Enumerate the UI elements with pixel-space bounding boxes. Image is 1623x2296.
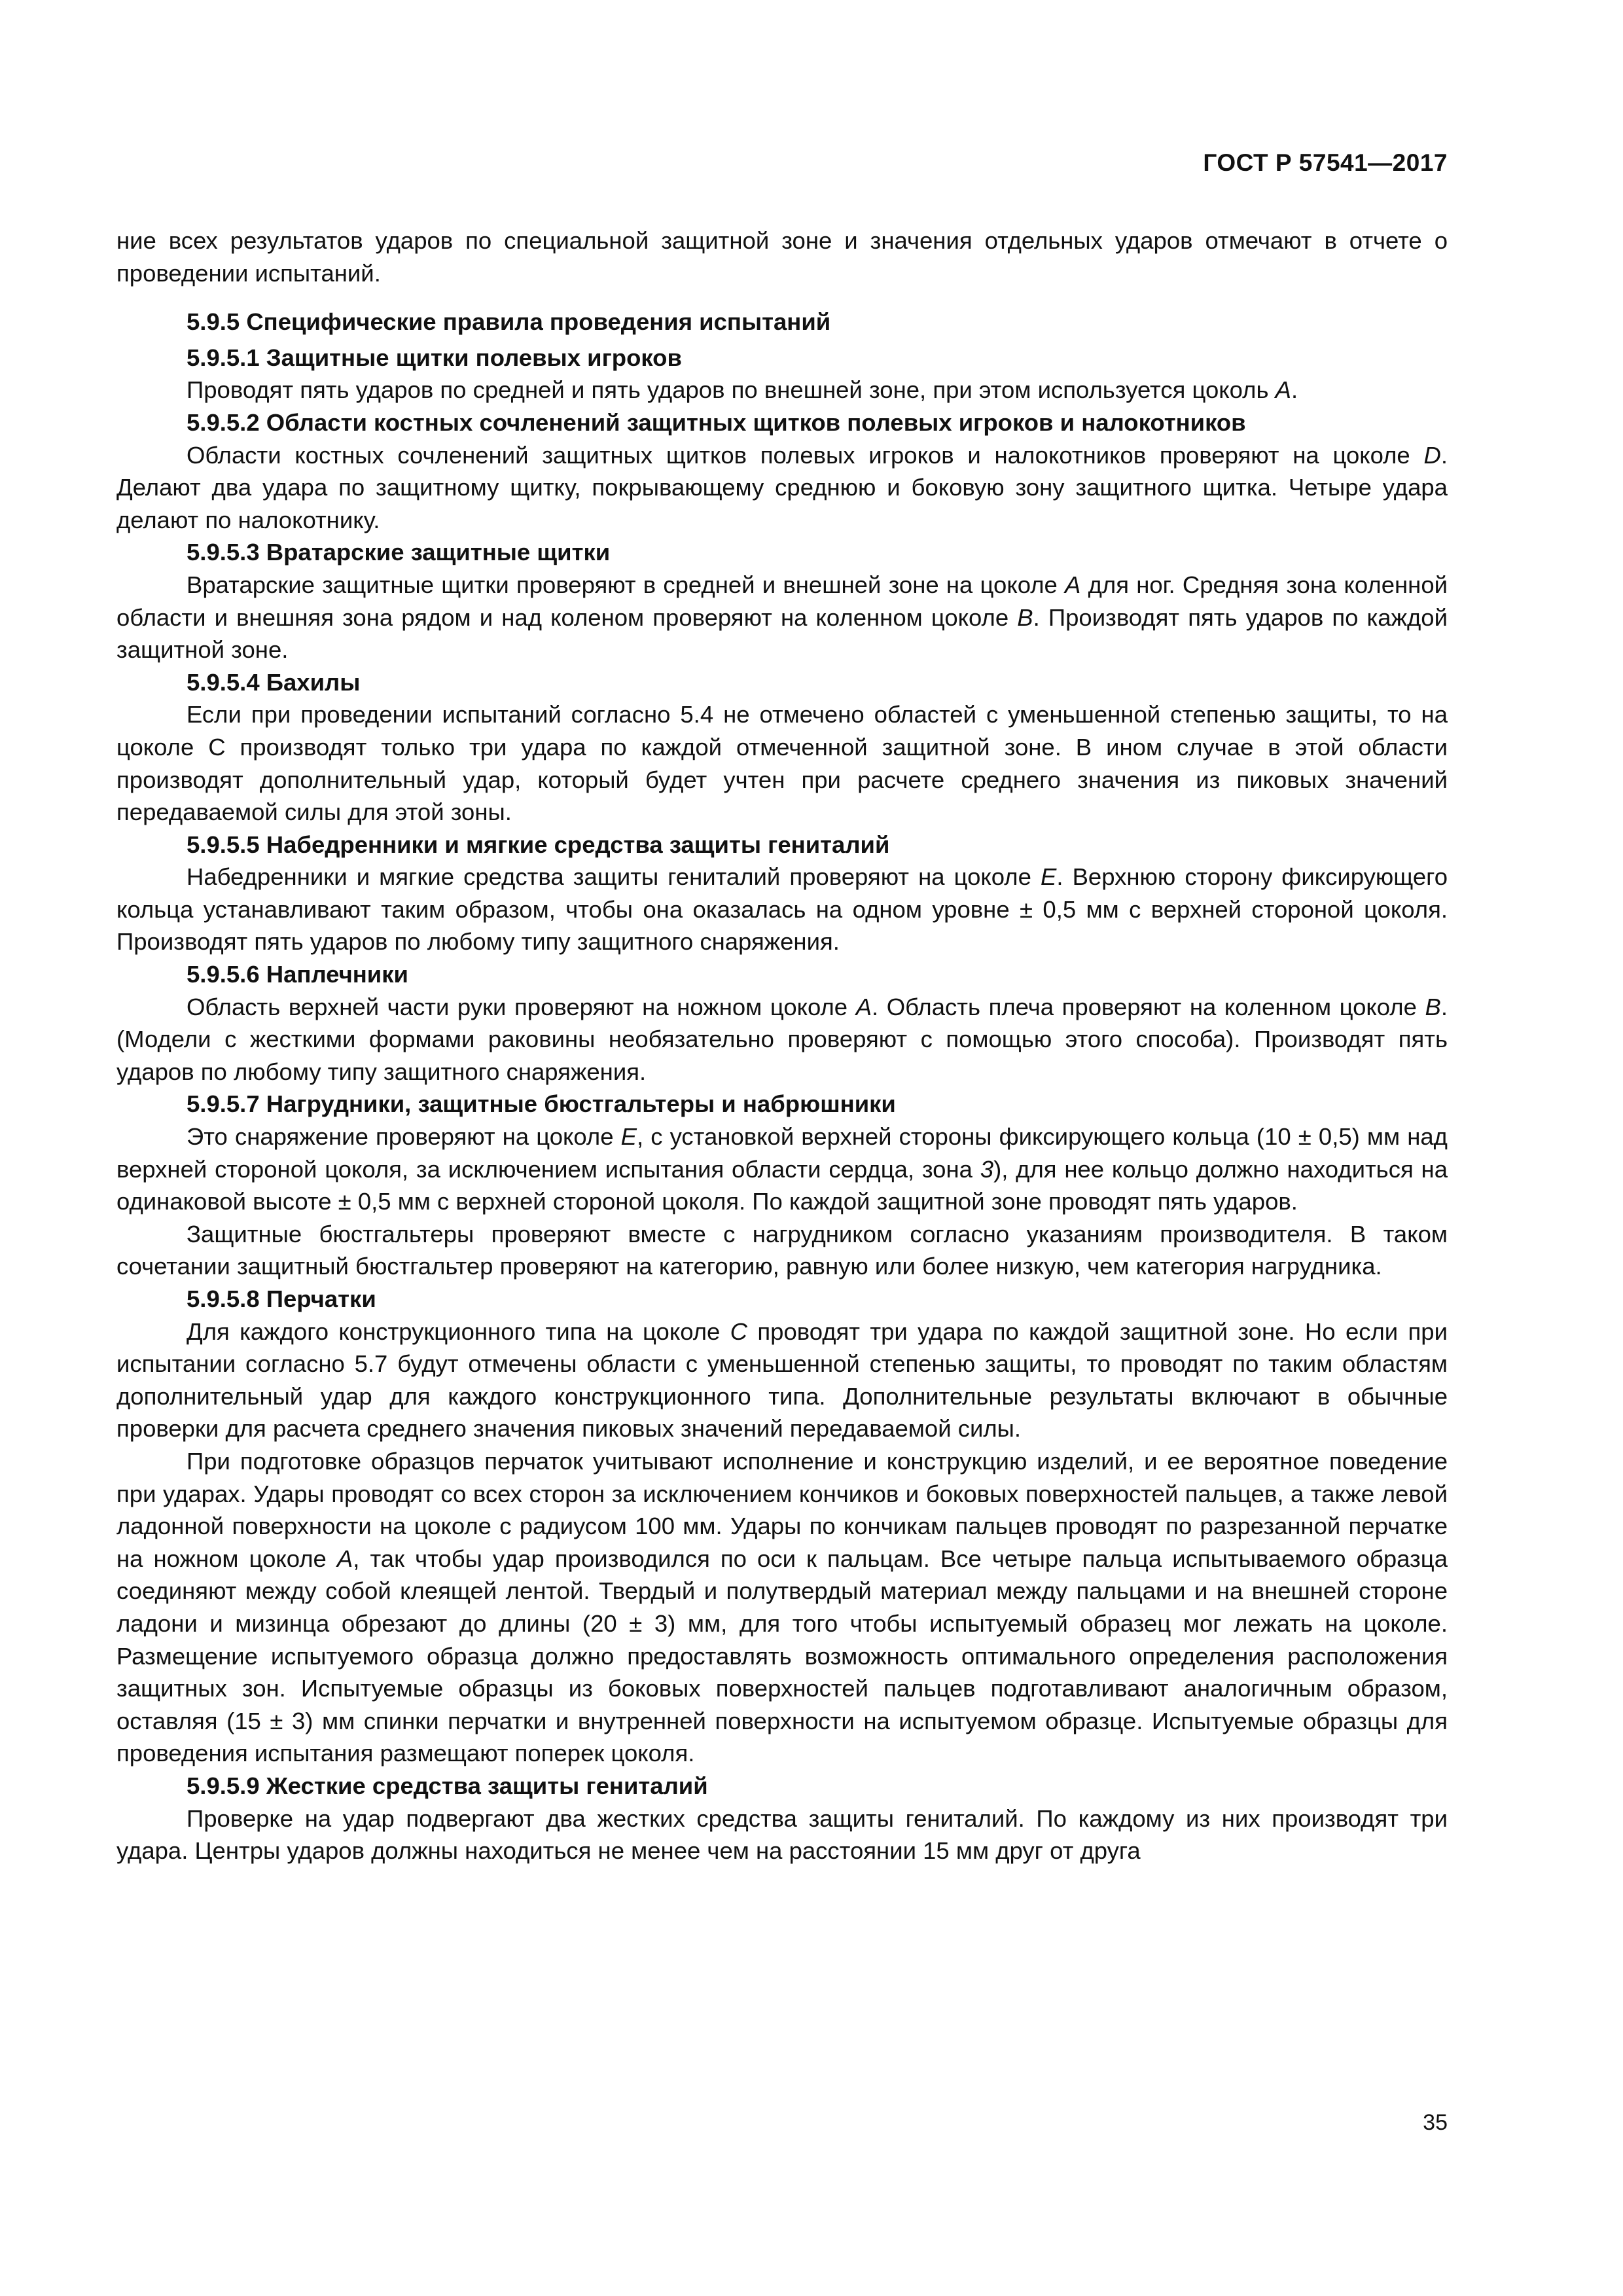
text-run: Для каждого конструкционного типа на цоколе: [187, 1318, 730, 1345]
text-run: . Производят пять ударов по каждой защитной зоне.: [116, 603, 1448, 664]
italic-run: E: [620, 1123, 637, 1151]
text-run: Вратарские защитные щитки проверяют в средней и внешней зоне на цоколе: [187, 571, 1065, 598]
text-run: При подготовке образцов перчаток учитывают исполнение и конструкцию изделий, и ее вероятное поведение при ударах. Удары проводят со всех сторон за исключением кончиков и боковых поверхностей пальцев, а также левой ладонной поверхности на цоколе с радиусом 100 мм. Удары по кончикам пальцев проводят по разрезанной перчатке на ножном цоколе: [116, 1447, 1448, 1572]
heading-5-9-5-9: 5.9.5.9 Жесткие средства защиты гениталий: [187, 1772, 708, 1799]
italic-run: A: [1275, 376, 1291, 404]
paragraph-5-9-5-8-a: [116, 1316, 1448, 1445]
paragraph-5-9-5-2: [116, 439, 1448, 537]
text-run: . (Модели с жесткими формами раковины необязательно проверяют с помощью этого способа). Производят пять ударов по любому типу защитного снаряжения.: [116, 993, 1448, 1085]
italic-run: A: [1065, 571, 1081, 598]
text-run: . Верхнюю сторону фиксирующего кольца устанавливают таким образом, чтобы она оказалась на одном уровне ± 0,5 мм с верхней стороной цоколя. Производят пять ударов по любому типу защитного снаряжения.: [116, 863, 1448, 956]
text-run: Это снаряжение проверяют на цоколе: [187, 1123, 621, 1151]
text-run: для ног. Средняя зона коленной области и внешняя зона рядом и над коленом проверяют на коленном цоколе: [116, 571, 1448, 631]
heading-5-9-5-5: 5.9.5.5 Набедренники и мягкие средства защиты гениталий: [187, 831, 890, 858]
heading-5-9-5-8: 5.9.5.8 Перчатки: [187, 1285, 376, 1312]
document-body: [116, 224, 1448, 1867]
intro-paragraph: ние всех результатов ударов по специальной защитной зоне и значения отдельных ударов отмечают в отчете о проведении испытаний.: [116, 227, 1448, 287]
paragraph-5-9-5-1: [116, 374, 1448, 406]
paragraph-5-9-5-9: Проверке на удар подвергают два жестких средства защиты гениталий. По каждому из них производят три удара. Центры ударов должны находиться не менее чем на расстоянии 15 мм друг от друга: [116, 1804, 1448, 1865]
text-run: .: [1291, 376, 1298, 404]
text-run: Область верхней части руки проверяют на ножном цоколе: [187, 993, 856, 1020]
italic-run: 3: [980, 1155, 994, 1183]
paragraph-5-9-5-7-a: [116, 1121, 1448, 1218]
italic-run: C: [730, 1318, 748, 1345]
document-header: ГОСТ Р 57541—2017: [1203, 149, 1448, 176]
text-run: ), для нее кольцо должно находиться на одинаковой высоте ± 0,5 мм с верхней стороной цоколя. По каждой защитной зоне проводят пять ударов.: [116, 1155, 1448, 1215]
text-run: Области костных сочленений защитных щитков полевых игроков и налокотников проверяют на цоколе: [187, 441, 1424, 469]
paragraph-5-9-5-8-b: [116, 1445, 1448, 1770]
text-run: . Делают два удара по защитному щитку, покрывающему среднюю и боковую зону защитного щитка. Четыре удара делают по налокотнику.: [116, 441, 1448, 533]
heading-5-9-5-7: 5.9.5.7 Нагрудники, защитные бюстгальтеры и набрюшники: [187, 1090, 896, 1118]
italic-run: D: [1423, 441, 1441, 469]
paragraph-5-9-5-6: [116, 991, 1448, 1088]
page-number: 35: [1423, 2110, 1448, 2135]
italic-run: A: [855, 993, 872, 1020]
italic-run: B: [1017, 603, 1033, 631]
text-run: Проводят пять ударов по средней и пять ударов по внешней зоне, при этом используется цоколь: [187, 376, 1275, 404]
paragraph-5-9-5-4: Если при проведении испытаний согласно 5.4 не отмечено областей с уменьшенной степенью защиты, то на цоколе С производят только три удара по каждой отмеченной защитной зоне. В ином случае в этой области производят дополнительный удар, который будет учтен при расчете среднего значения из пиковых значений передаваемой силы для этой зоны.: [116, 701, 1448, 826]
heading-5-9-5-3: 5.9.5.3 Вратарские защитные щитки: [187, 539, 611, 566]
text-run: , так чтобы удар производился по оси к пальцам. Все четыре пальца испытываемого образца соединяют между собой клеящей лентой. Твердый и полутвердый материал между пальцами и на внешней стороне ладони и мизинца обрезают до длины (20 ± 3) мм, для того чтобы испытуемый образец мог лежать на цоколе. Размещение испытуемого образца должно предоставлять возможность оптимального определения расположения защитных зон. Испытуемые образцы из боковых поверхностей пальцев подготавливают аналогичным образом, оставляя (15 ± 3) мм спинки перчатки и внутренней поверхности на испытуемом образце. Испытуемые образцы для проведения испытания размещают поперек цоколя.: [116, 1545, 1448, 1767]
text-run: , с установкой верхней стороны фиксирующего кольца (10 ± 0,5) мм над верхней стороной цоколя, за исключением испытания области сердца, зона: [116, 1123, 1448, 1183]
italic-run: B: [1425, 993, 1441, 1020]
paragraph-5-9-5-5: [116, 861, 1448, 958]
heading-5-9-5-1: 5.9.5.1 Защитные щитки полевых игроков: [187, 344, 682, 371]
italic-run: E: [1040, 863, 1057, 891]
heading-5-9-5-2: 5.9.5.2 Области костных сочленений защитных щитков полевых игроков и налокотников: [187, 408, 1246, 436]
text-run: . Область плеча проверяют на коленном цоколе: [872, 993, 1425, 1020]
text-run: Набедренники и мягкие средства защиты гениталий проверяют на цоколе: [187, 863, 1041, 891]
heading-5-9-5-6: 5.9.5.6 Наплечники: [187, 961, 408, 988]
heading-5-9-5-4: 5.9.5.4 Бахилы: [187, 668, 361, 696]
paragraph-5-9-5-7-b: Защитные бюстгальтеры проверяют вместе с нагрудником согласно указаниям производителя. В таком сочетании защитный бюстгальтер проверяют на категорию, равную или более низкую, чем категория нагрудника.: [116, 1220, 1448, 1280]
section-heading-5-9-5: 5.9.5 Специфические правила проведения испытаний: [187, 308, 831, 336]
italic-run: A: [336, 1545, 353, 1572]
text-run: проводят три удара по каждой защитной зоне. Но если при испытании согласно 5.7 будут отмечены области с уменьшенной степенью защиты, то проводят по таким областям дополнительный удар для каждого конструкционного типа. Дополнительные результаты включают в обычные проверки для расчета среднего значения пиковых значений передаваемой силы.: [116, 1318, 1448, 1443]
paragraph-5-9-5-3: [116, 569, 1448, 666]
